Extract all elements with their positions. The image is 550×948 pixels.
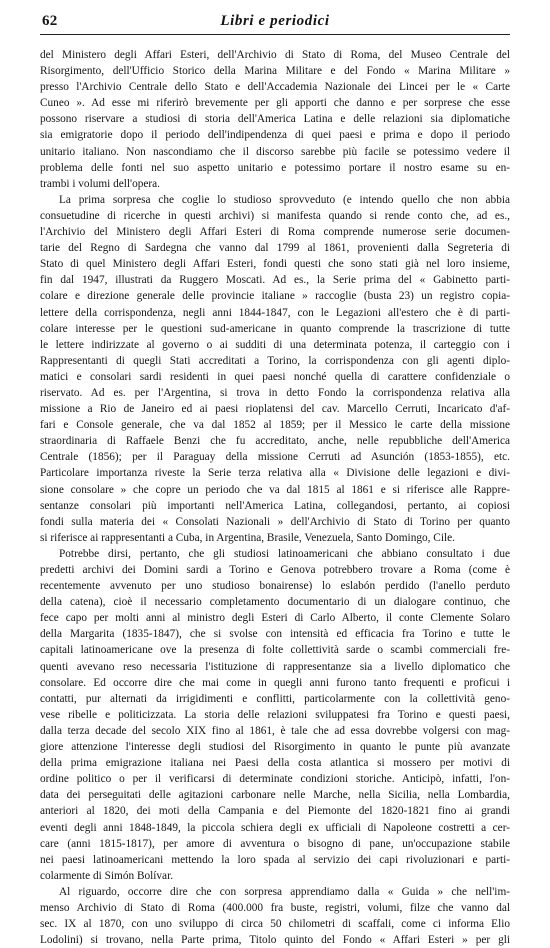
text-line: si riferisce ai rappresentanti a Cuba, in Argentina, Brasile, Venezuela, Santo Domingo, Cile. [40,531,455,544]
text-line: problema delle fonti nel suo aspetto unitario e potessimo portare il nostro esame su en- [40,161,510,174]
text-line: fari e Console generale, che va dal 1852 al 1859; per il Messico le carte della missione [40,419,510,432]
text-line: vese ribelle e politicizzata. La storia delle relazioni sviluppatesi fra Torino e questi paesi, [40,708,510,721]
text-line: quenti avevano reso necessaria l'istituzione di rappresentanze sia a livello diplomatico che [40,660,510,673]
text-line: recentemente avvenuto per uno studioso bonairense) lo eslabón perdido (l'anello perduto [40,580,510,593]
text-line: Al riguardo, occorre dire che con sorpresa apprendiamo dalla « Guida » che nell'im- [59,885,510,898]
text-line: della Margarita (1835-1847), che si svolse con intensità ed efficacia fra Torino e tutte le [40,628,510,641]
text-line: nei paesi latinoamericani mettendo la loro spada al servizio dei capi rivoluzionari e parti- [40,853,510,866]
text-line: care (anni 1815-1817), per amore di avventura o bisogno di pane, un'occupazione stabile [40,837,510,850]
text-line: consuetudine di ricerche in questi archivi) si manifesta quando si rende conto che, ad es., [40,209,510,222]
page-header [40,8,510,35]
text-line: fondi sulla materia dei « Consolati Nazionali » dell'Archivio di Stato di Torino per quanto [40,515,510,528]
text-line: data dei perseguitati delle agitazioni carbonare nelle Marche, nella Sicilia, nella Lombardia, [40,789,510,802]
text-line: contatti, pur alternati da irrigidimenti e conflitti, particolarmente con la collettività geno- [40,692,510,705]
text-line: eventi degli anni 1848-1849, la piccola schiera degli ex ufficiali di Napoleone costretti a cer- [40,821,510,834]
text-line: Stato di quel Ministero degli Affari Esteri, fondi questi che sono stati già nel loro insieme, [40,258,510,271]
text-line: tarie del Regno di Sardegna che vanno dal 1799 al 1861, provenienti dalla Segreteria di [40,242,510,255]
text-line: sec. IX al 1870, con uno sviluppo di circa 50 chilometri di scaffali, come ci informa Elio [40,918,510,931]
text-line: giore attenzione l'interesse degli studiosi del Risorgimento in quanto le punte più avanzate [40,741,510,754]
text-line: colare e direzione generale delle provincie italiane » raccoglie (busta 23) un registro copia- [40,290,510,303]
text-line: La prima sorpresa che coglie lo studioso sprovveduto (e intendo quello che non abbia [59,193,510,206]
text-line: della catena), cioè il necessario completamento documentario di un dialogare continuo, che [40,596,510,609]
text-line: riservato. Ad es. per l'Argentina, si trova in detto Fondo la corrispondenza relativa alla [40,386,510,399]
text-line: sia emigratorie dopo il periodo dell'indipendenza di quei paesi e prima e dopo il periodo [40,129,510,142]
text-line: Lodolini) si trovano, nella Parte prima, Titolo quinto del Fondo « Affari Esteri » per gli [40,934,510,947]
text-line: l'Archivio del Ministero degli Affari Esteri di Roma comprende numerose serie documen- [40,226,510,239]
text-line: capitali latinoamericane ove la presenza di folte collettività sarde o scambi commerciali fre- [40,644,510,657]
text-line: unitario italiano. Non nascondiamo che il discorso sarebbe più facile se potessimo vedere il [40,145,510,158]
text-line: lettere della corrispondenza, negli anni 1844-1847, con le Legazioni all'estero che è di parti- [40,306,510,319]
text-line: anteriori al 1820, dei moti della Campania e del Piemonte del 1820-1821 fino ai grandi [40,805,510,818]
text-line: ordine politico o per il verificarsi di determinate condizioni storiche. Anticipò, infatti, l'on- [40,773,510,786]
text-line: le lettere indirizzate al governo o ai sudditi di una determinata potenza, il carteggio con i [40,338,510,351]
text-line: presso l'Archivio Centrale dello Stato e dell'Accademia Nazionale dei Lincei per le « Carte [40,81,510,94]
text-line: Centrale (1856); per il Paraguay della missione Cerruti ad Asunción (1853-1855), etc. [40,451,510,464]
text-line: colarmente di Simón Bolívar. [40,869,174,882]
text-line: Potrebbe dirsi, pertanto, che gli studiosi latinoamericani che abbiano consultato i due [59,547,510,560]
text-line: menso Archivio di Stato di Roma (400.000 fra buste, registri, volumi, filze che vanno dal [40,901,510,914]
text-line: matici e consolari sardi residenti in quei paesi nonché quella di carattere confidenziale o [40,370,510,383]
text-line: fece capo per molti anni al ministro degli Esteri di Carlo Alberto, il conte Clemente Solaro [40,612,510,625]
text-line: Risorgimento, dell'Ufficio Storico della Marina Militare e del Fondo « Marina Militare » [40,65,510,78]
page-number: 62 [42,13,58,29]
text-line: Particolare importanza riveste la Serie terza relativa alla « Divisione delle legazioni e divi- [40,467,510,480]
text-line: Rappresentanti di quegli Stati accreditati a Torino, la corrispondenza con gli agenti diplo- [40,354,510,367]
text-line: consolare. Ed occorre dire che mai come in quegli anni furono tanto frequenti e proficui i [40,676,510,689]
text-line: possono riservare a studiosi di storia dell'America Latina e delle relazioni sia diplomatiche [40,113,510,126]
text-line: del Ministero degli Affari Esteri, dell'Archivio di Stato di Roma, del Museo Centrale del [40,49,510,61]
body-text [40,47,510,948]
text-line: della prima emigrazione italiana nei Paesi della costa atlantica si mossero per motivi di [40,757,510,770]
text-line: fin dal 1947, illustrati da Ruggero Moscati. Ad es., la Serie prima del « Gabinetto parti- [40,274,510,287]
text-line: colare interesse per le questioni sud-americane in quanto comprende la trascrizione di tutte [40,322,510,335]
text-line: trambi i volumi dell'opera. [40,177,160,190]
text-line: predetti archivi dei Domini sardi a Torino e Genova potrebbero trovare a Roma (come è [40,564,510,576]
text-line: dalla terza decade del secolo XIX fino al 1861, è tale che ad essa dovrebbe volgersi con mag- [40,724,510,737]
text-line: sione consolare » che copre un periodo che va dal 1815 al 1861 e si riferisce alle Rappre- [40,483,510,496]
text-line: straordinaria di Raffaele Benzi che fu accreditato, anche, nelle repubbliche dell'America [40,435,510,448]
text-line: missione a Rio de Janeiro ed ai paesi rioplatensi del cav. Marcello Cerruti, Incaricato d'af- [40,403,510,416]
text-line: Cuneo ». Ad esse mi riferirò brevemente per gli apporti che danno e per sorprese che esse [40,97,510,110]
text-line: sentanze consolari più importanti nell'America Latina, collegandosi, pertanto, ai copiosi [40,499,510,512]
running-title: Libri e periodici [220,13,330,29]
